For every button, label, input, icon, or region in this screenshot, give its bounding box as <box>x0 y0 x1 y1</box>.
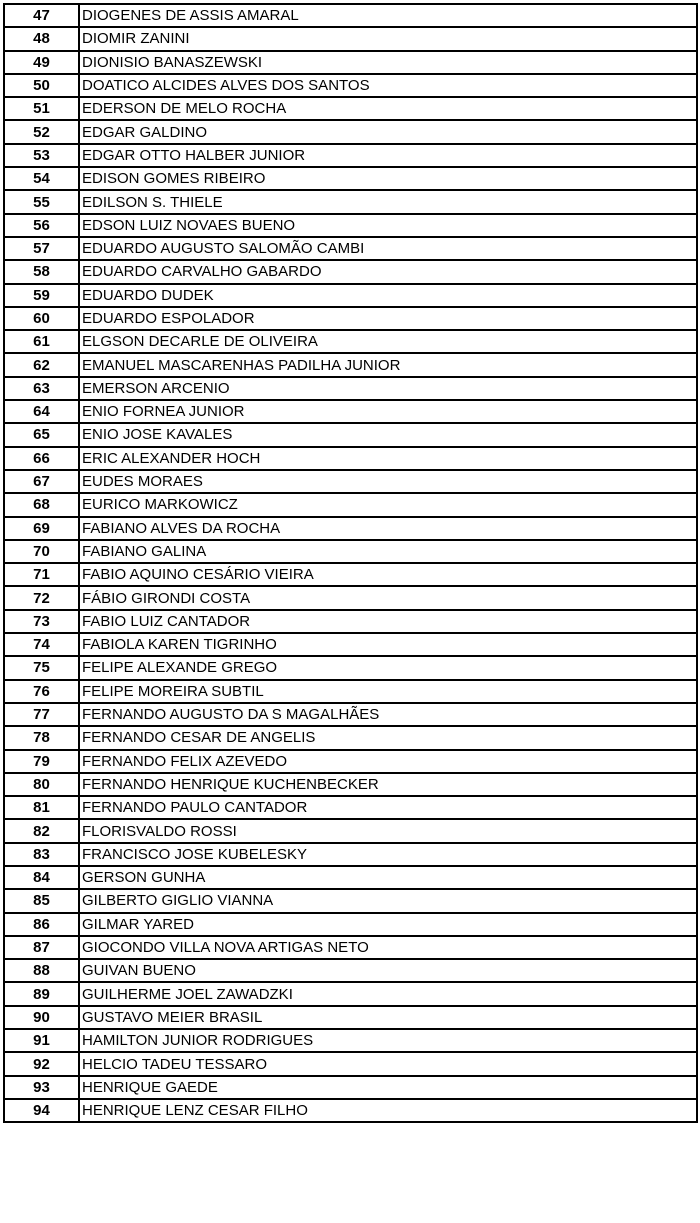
row-name: GUIVAN BUENO <box>79 959 697 982</box>
row-number: 76 <box>4 680 79 703</box>
row-name: HENRIQUE GAEDE <box>79 1076 697 1099</box>
row-name: HENRIQUE LENZ CESAR FILHO <box>79 1099 697 1122</box>
row-name: ENIO FORNEA JUNIOR <box>79 400 697 423</box>
table-row <box>4 982 697 1005</box>
table-row <box>4 936 697 959</box>
table-row <box>4 51 697 74</box>
table-row <box>4 750 697 773</box>
row-name: FERNANDO PAULO CANTADOR <box>79 796 697 819</box>
table-row <box>4 27 697 50</box>
table-row <box>4 843 697 866</box>
row-number: 59 <box>4 284 79 307</box>
row-number: 71 <box>4 563 79 586</box>
row-number: 93 <box>4 1076 79 1099</box>
row-name: FLORISVALDO ROSSI <box>79 819 697 842</box>
row-number: 50 <box>4 74 79 97</box>
row-number: 79 <box>4 750 79 773</box>
row-name: FELIPE MOREIRA SUBTIL <box>79 680 697 703</box>
row-number: 85 <box>4 889 79 912</box>
row-name: FELIPE ALEXANDE GREGO <box>79 656 697 679</box>
row-name: EDILSON S. THIELE <box>79 190 697 213</box>
row-number: 89 <box>4 982 79 1005</box>
row-name: FABIO AQUINO CESÁRIO VIEIRA <box>79 563 697 586</box>
row-number: 74 <box>4 633 79 656</box>
table-row <box>4 889 697 912</box>
table-row <box>4 819 697 842</box>
row-number: 55 <box>4 190 79 213</box>
row-number: 88 <box>4 959 79 982</box>
row-name: EDUARDO DUDEK <box>79 284 697 307</box>
row-number: 52 <box>4 120 79 143</box>
row-name: EURICO MARKOWICZ <box>79 493 697 516</box>
table-row <box>4 1099 697 1122</box>
row-name: DOATICO ALCIDES ALVES DOS SANTOS <box>79 74 697 97</box>
table-row <box>4 4 697 27</box>
table-row <box>4 74 697 97</box>
row-name: EDUARDO CARVALHO GABARDO <box>79 260 697 283</box>
row-name: GILBERTO GIGLIO VIANNA <box>79 889 697 912</box>
row-name: FERNANDO FELIX AZEVEDO <box>79 750 697 773</box>
table-row <box>4 470 697 493</box>
row-name: EDSON LUIZ NOVAES BUENO <box>79 214 697 237</box>
row-name: EDUARDO ESPOLADOR <box>79 307 697 330</box>
row-name: FÁBIO GIRONDI COSTA <box>79 586 697 609</box>
table-row <box>4 120 697 143</box>
row-number: 64 <box>4 400 79 423</box>
table-row <box>4 1006 697 1029</box>
row-number: 65 <box>4 423 79 446</box>
row-number: 57 <box>4 237 79 260</box>
table-row <box>4 1052 697 1075</box>
row-number: 67 <box>4 470 79 493</box>
row-name: GUSTAVO MEIER BRASIL <box>79 1006 697 1029</box>
row-number: 78 <box>4 726 79 749</box>
row-number: 48 <box>4 27 79 50</box>
row-name: EMERSON ARCENIO <box>79 377 697 400</box>
row-name: ENIO JOSE KAVALES <box>79 423 697 446</box>
row-number: 60 <box>4 307 79 330</box>
row-number: 58 <box>4 260 79 283</box>
row-number: 86 <box>4 913 79 936</box>
row-number: 61 <box>4 330 79 353</box>
row-number: 62 <box>4 353 79 376</box>
table-row <box>4 237 697 260</box>
table-row <box>4 517 697 540</box>
row-name: GERSON GUNHA <box>79 866 697 889</box>
table-row <box>4 493 697 516</box>
table-row <box>4 284 697 307</box>
table-row <box>4 400 697 423</box>
row-number: 81 <box>4 796 79 819</box>
row-name: EDUARDO AUGUSTO SALOMÃO CAMBI <box>79 237 697 260</box>
names-table <box>3 3 698 1123</box>
row-name: ELGSON DECARLE DE OLIVEIRA <box>79 330 697 353</box>
row-name: EMANUEL MASCARENHAS PADILHA JUNIOR <box>79 353 697 376</box>
row-number: 49 <box>4 51 79 74</box>
row-name: EDERSON DE MELO ROCHA <box>79 97 697 120</box>
table-row <box>4 423 697 446</box>
row-name: HELCIO TADEU TESSARO <box>79 1052 697 1075</box>
table-row <box>4 1076 697 1099</box>
row-name: GILMAR YARED <box>79 913 697 936</box>
row-name: FABIO LUIZ CANTADOR <box>79 610 697 633</box>
table-row <box>4 726 697 749</box>
row-number: 51 <box>4 97 79 120</box>
table-row <box>4 959 697 982</box>
table-row <box>4 610 697 633</box>
row-number: 92 <box>4 1052 79 1075</box>
row-number: 72 <box>4 586 79 609</box>
row-number: 77 <box>4 703 79 726</box>
table-row <box>4 190 697 213</box>
table-row <box>4 377 697 400</box>
table-row <box>4 97 697 120</box>
table-row <box>4 773 697 796</box>
row-name: FERNANDO AUGUSTO DA S MAGALHÃES <box>79 703 697 726</box>
row-name: HAMILTON JUNIOR RODRIGUES <box>79 1029 697 1052</box>
row-number: 56 <box>4 214 79 237</box>
row-number: 94 <box>4 1099 79 1122</box>
table-row <box>4 633 697 656</box>
table-row <box>4 913 697 936</box>
row-name: EDGAR OTTO HALBER JUNIOR <box>79 144 697 167</box>
table-row <box>4 703 697 726</box>
row-number: 83 <box>4 843 79 866</box>
row-name: ERIC ALEXANDER HOCH <box>79 447 697 470</box>
row-name: EDGAR GALDINO <box>79 120 697 143</box>
row-number: 47 <box>4 4 79 27</box>
row-number: 66 <box>4 447 79 470</box>
table-row <box>4 656 697 679</box>
table-row <box>4 307 697 330</box>
table-row <box>4 353 697 376</box>
row-number: 90 <box>4 1006 79 1029</box>
table-row <box>4 563 697 586</box>
row-number: 68 <box>4 493 79 516</box>
row-name: FABIOLA KAREN TIGRINHO <box>79 633 697 656</box>
table-row <box>4 796 697 819</box>
row-name: EDISON GOMES RIBEIRO <box>79 167 697 190</box>
row-name: FABIANO ALVES DA ROCHA <box>79 517 697 540</box>
row-name: GUILHERME JOEL ZAWADZKI <box>79 982 697 1005</box>
row-name: FABIANO GALINA <box>79 540 697 563</box>
table-row <box>4 260 697 283</box>
row-number: 69 <box>4 517 79 540</box>
row-number: 84 <box>4 866 79 889</box>
row-number: 53 <box>4 144 79 167</box>
names-table-body <box>4 4 697 1122</box>
row-number: 54 <box>4 167 79 190</box>
row-number: 80 <box>4 773 79 796</box>
row-number: 73 <box>4 610 79 633</box>
table-row <box>4 167 697 190</box>
row-name: DIOGENES DE ASSIS AMARAL <box>79 4 697 27</box>
row-name: FERNANDO CESAR DE ANGELIS <box>79 726 697 749</box>
table-row <box>4 540 697 563</box>
table-row <box>4 680 697 703</box>
row-name: DIONISIO BANASZEWSKI <box>79 51 697 74</box>
table-row <box>4 586 697 609</box>
row-number: 75 <box>4 656 79 679</box>
table-row <box>4 330 697 353</box>
row-name: GIOCONDO VILLA NOVA ARTIGAS NETO <box>79 936 697 959</box>
row-number: 87 <box>4 936 79 959</box>
row-name: FERNANDO HENRIQUE KUCHENBECKER <box>79 773 697 796</box>
row-name: EUDES MORAES <box>79 470 697 493</box>
row-number: 82 <box>4 819 79 842</box>
table-row <box>4 447 697 470</box>
table-row <box>4 866 697 889</box>
table-row <box>4 214 697 237</box>
row-number: 91 <box>4 1029 79 1052</box>
table-row <box>4 1029 697 1052</box>
table-row <box>4 144 697 167</box>
row-number: 70 <box>4 540 79 563</box>
row-number: 63 <box>4 377 79 400</box>
row-name: DIOMIR ZANINI <box>79 27 697 50</box>
row-name: FRANCISCO JOSE KUBELESKY <box>79 843 697 866</box>
